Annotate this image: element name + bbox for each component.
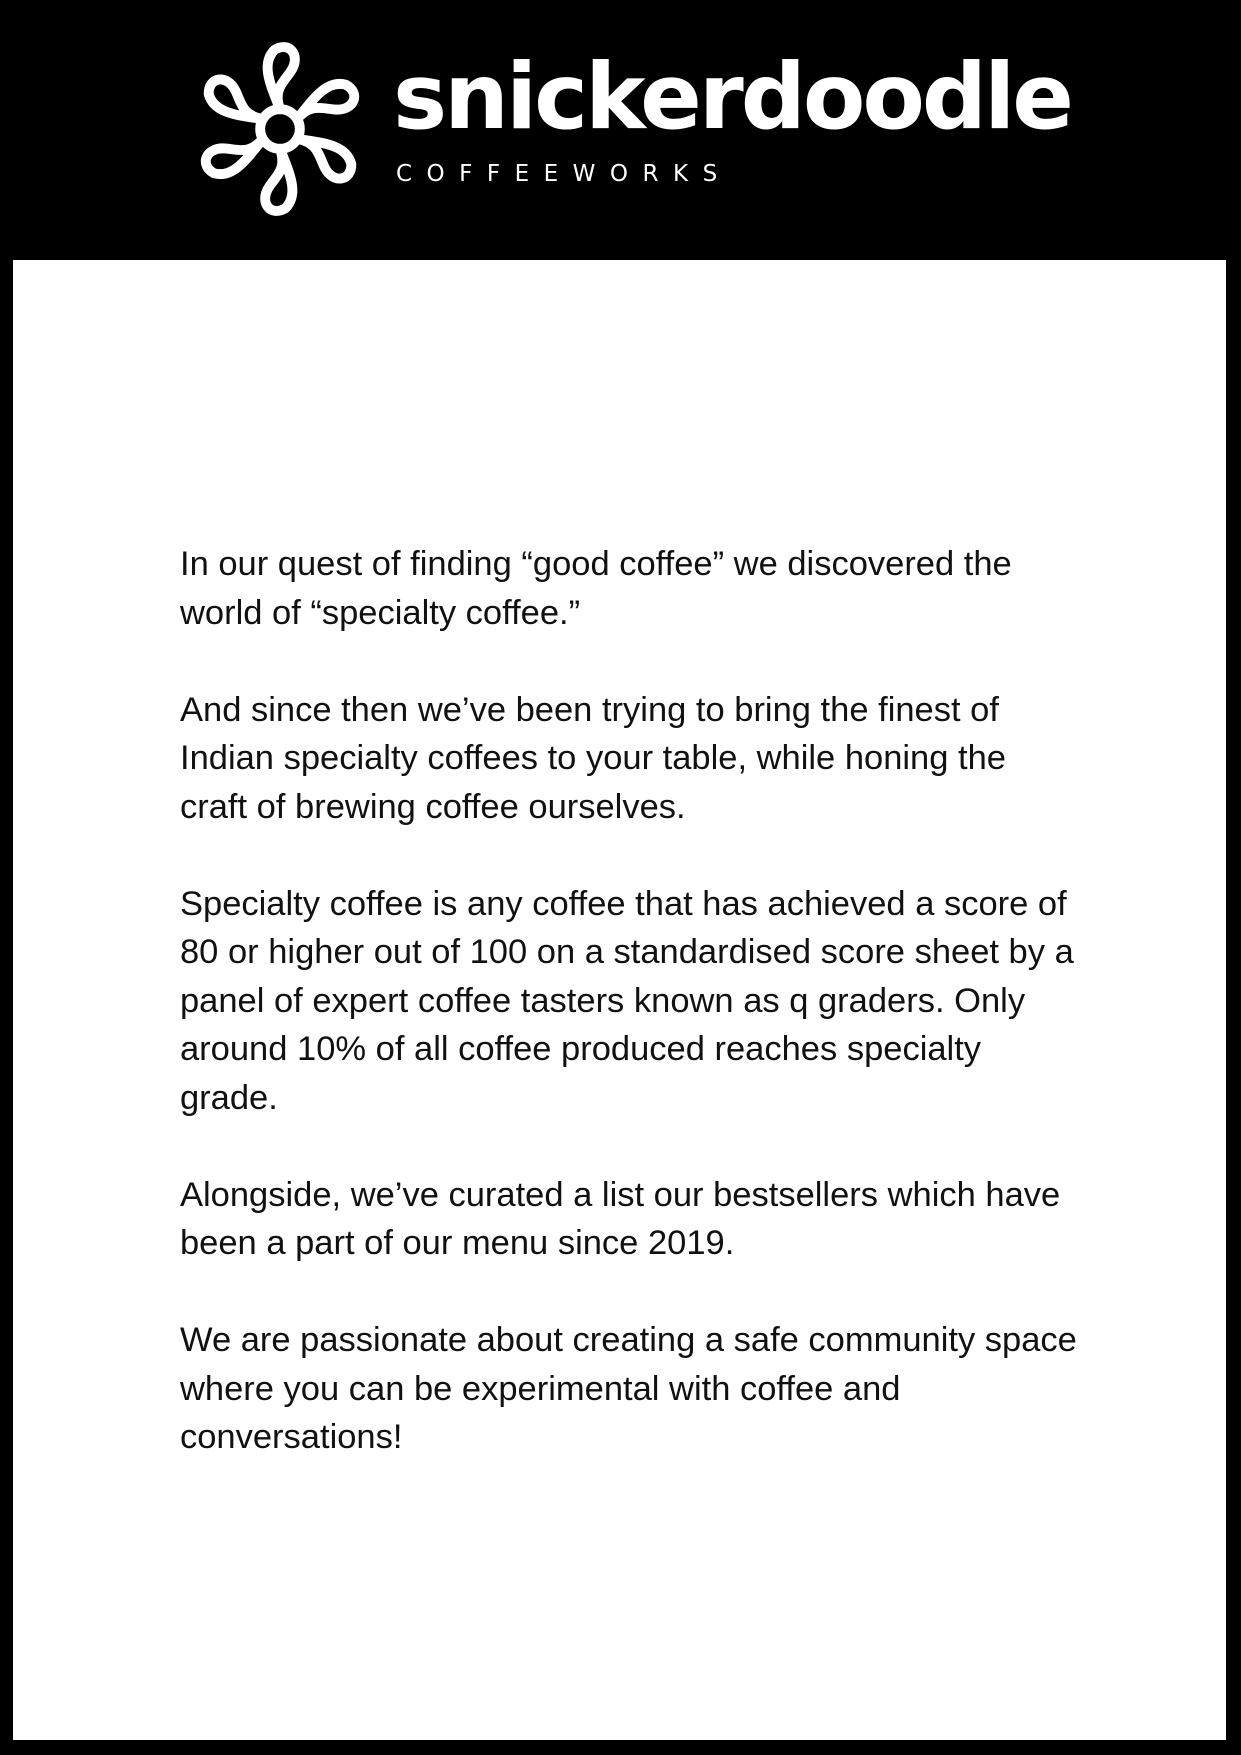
brand-tagline: COFFEEWORKS — [396, 161, 732, 187]
paragraph: We are passionate about creating a safe community space where you can be experimental with coffee and conversations! — [180, 1321, 1077, 1456]
content-panel — [13, 260, 1226, 1740]
looped-knot-icon — [190, 34, 370, 224]
paragraph: And since then we’ve been trying to bring the finest of Indian specialty coffees to your table, while honing the craft of brewing coffee ourselves. — [180, 690, 1006, 826]
paragraph: In our quest of finding “good coffee” we discovered the world of “specialty coffee.” — [180, 545, 1012, 632]
intro-text — [180, 540, 1080, 1510]
paragraph: Specialty coffee is any coffee that has achieved a score of 80 or higher out of 100 on a standardised score sheet by a panel of expert coffee tasters known as q graders. Only around 10% of all coffee produced reaches specialty grade. — [180, 884, 1074, 1117]
brand-header — [0, 0, 1241, 260]
brand-name: snickerdoodle — [393, 45, 1071, 150]
paragraph: Alongside, we’ve curated a list our bestsellers which have been a part of our menu since 2019. — [180, 1175, 1061, 1262]
